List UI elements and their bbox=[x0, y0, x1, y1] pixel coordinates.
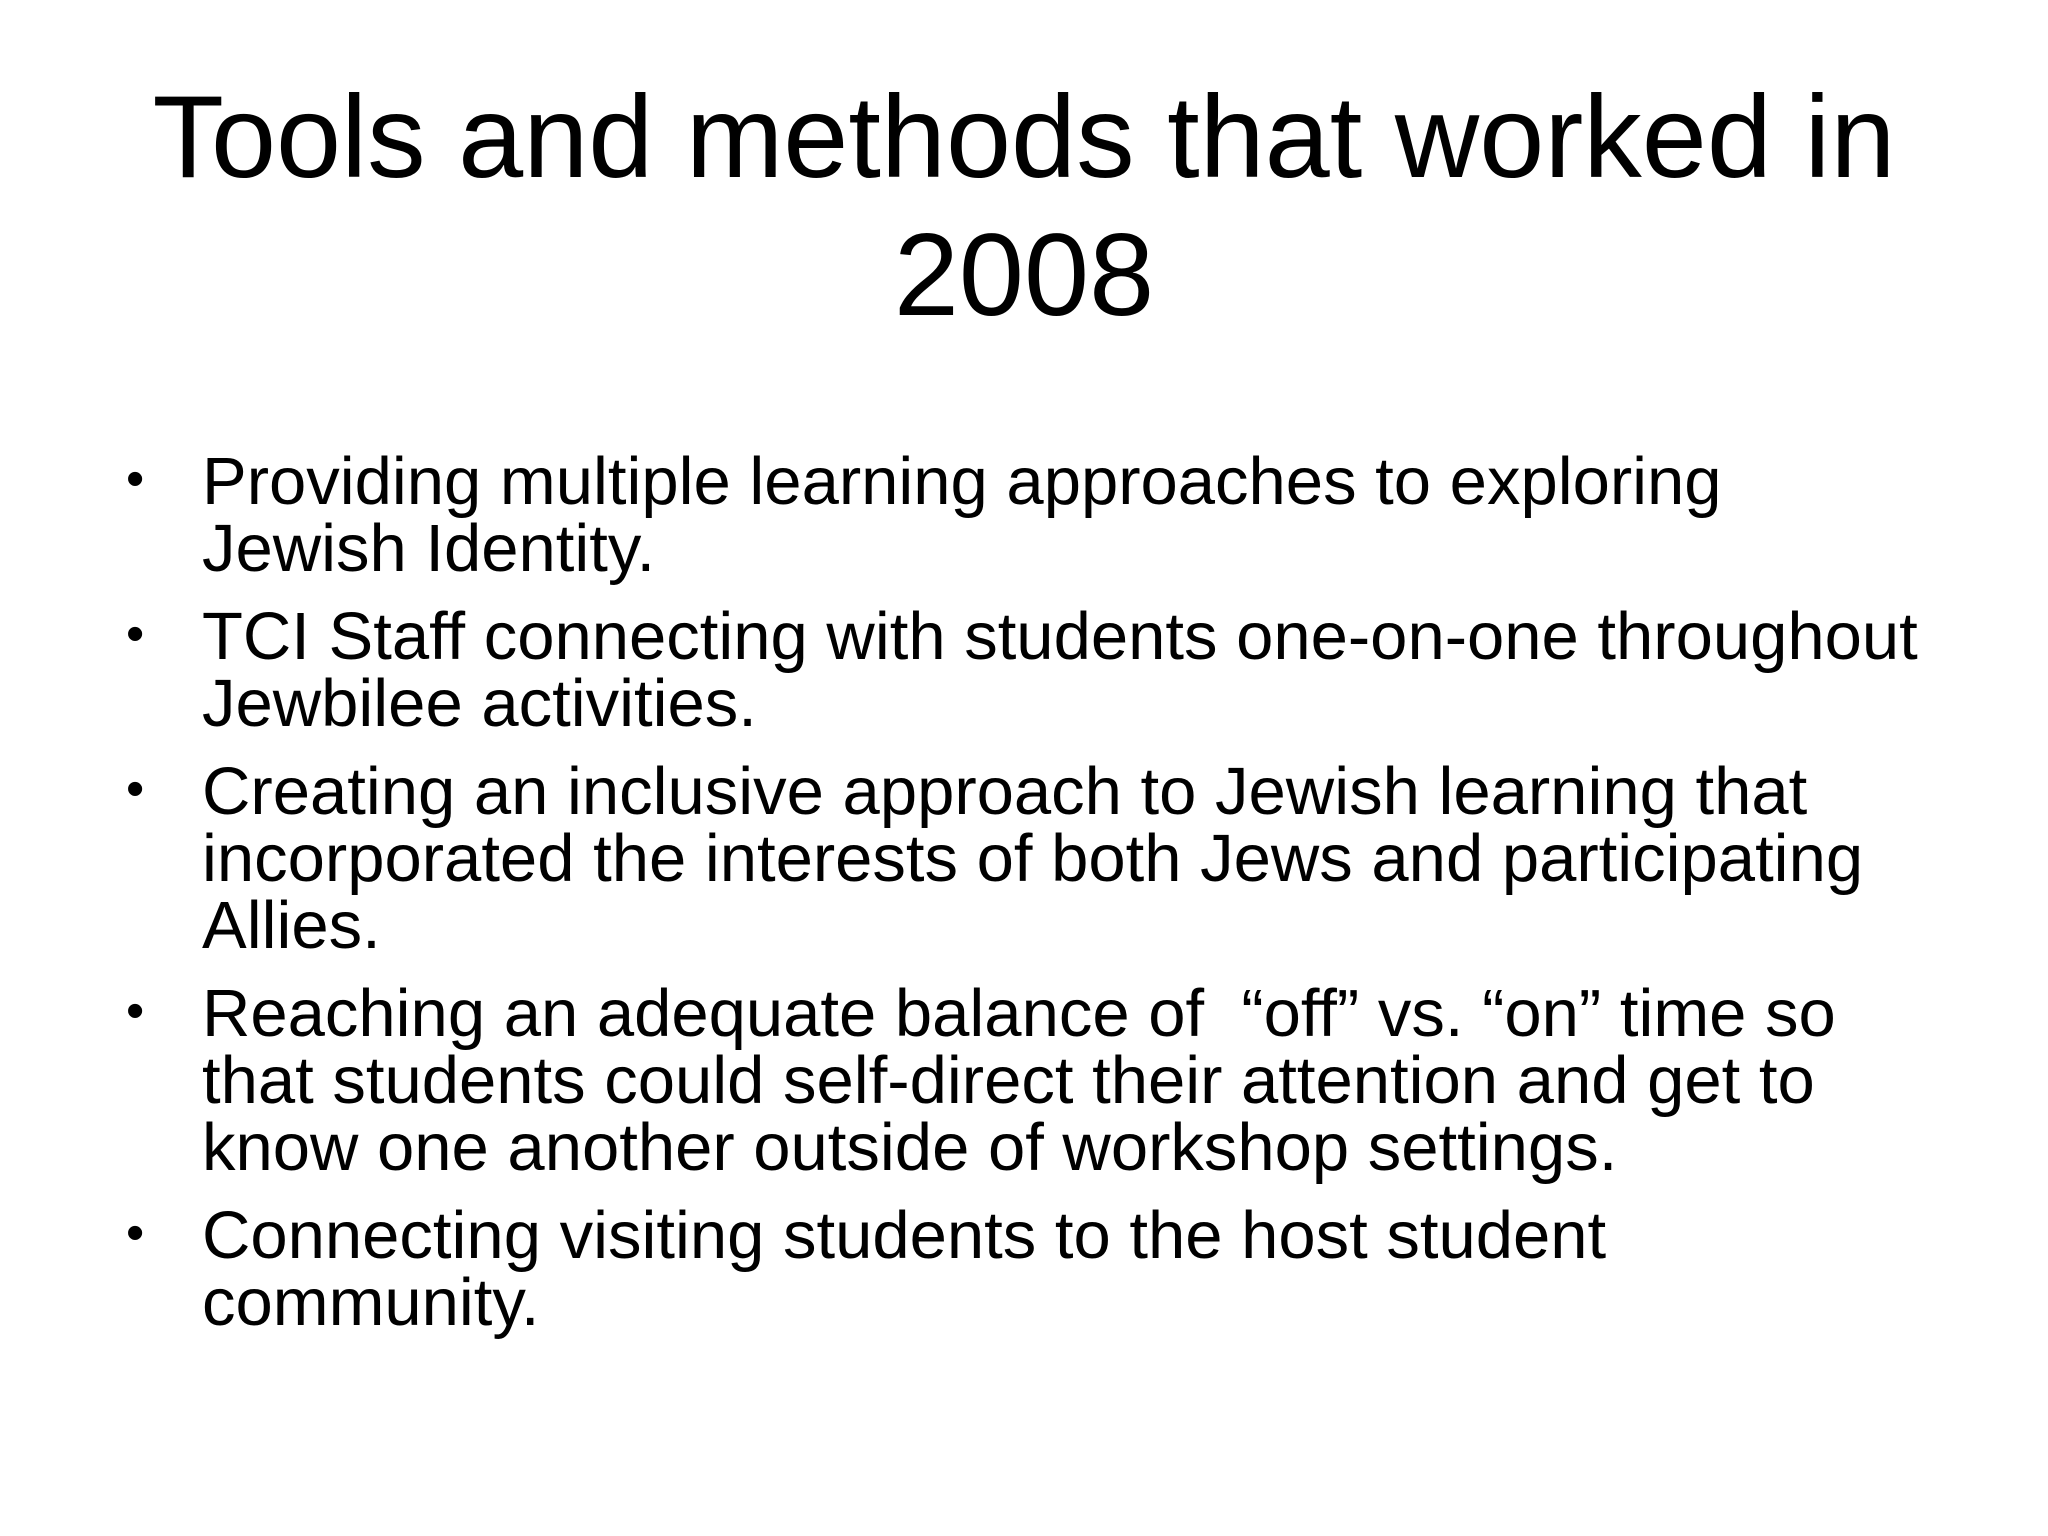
bullet-icon: • bbox=[126, 605, 145, 663]
slide-title-line-1: Tools and methods that worked in bbox=[152, 71, 1896, 202]
bullet-item bbox=[126, 444, 1926, 586]
bullet-list bbox=[126, 444, 1926, 1357]
bullet-text: Providing multiple learning approaches to exploring Jewish Identity. bbox=[202, 444, 1722, 586]
bullet-icon: • bbox=[126, 1204, 145, 1262]
bullet-text: Creating an inclusive approach to Jewish learning that incorporated the interests of both Jews and participating Allies. bbox=[202, 754, 1864, 963]
bullet-item bbox=[126, 1198, 1926, 1340]
bullet-text: Reaching an adequate balance of “off” vs. “on” time so that students could self-direct their attention and get to know one another outside of workshop settings. bbox=[202, 976, 1855, 1185]
bullet-icon: • bbox=[126, 760, 145, 818]
slide-title-line-2: 2008 bbox=[893, 209, 1155, 340]
bullet-text: TCI Staff connecting with students one-on-one throughout Jewbilee activities. bbox=[202, 599, 1918, 741]
bullet-text: Connecting visiting students to the host student community. bbox=[202, 1198, 1607, 1340]
bullet-icon: • bbox=[126, 982, 145, 1040]
slide-title bbox=[104, 68, 1944, 344]
bullet-item bbox=[126, 599, 1926, 741]
bullet-icon: • bbox=[126, 450, 145, 508]
bullet-item bbox=[126, 976, 1926, 1185]
bullet-item bbox=[126, 754, 1926, 963]
